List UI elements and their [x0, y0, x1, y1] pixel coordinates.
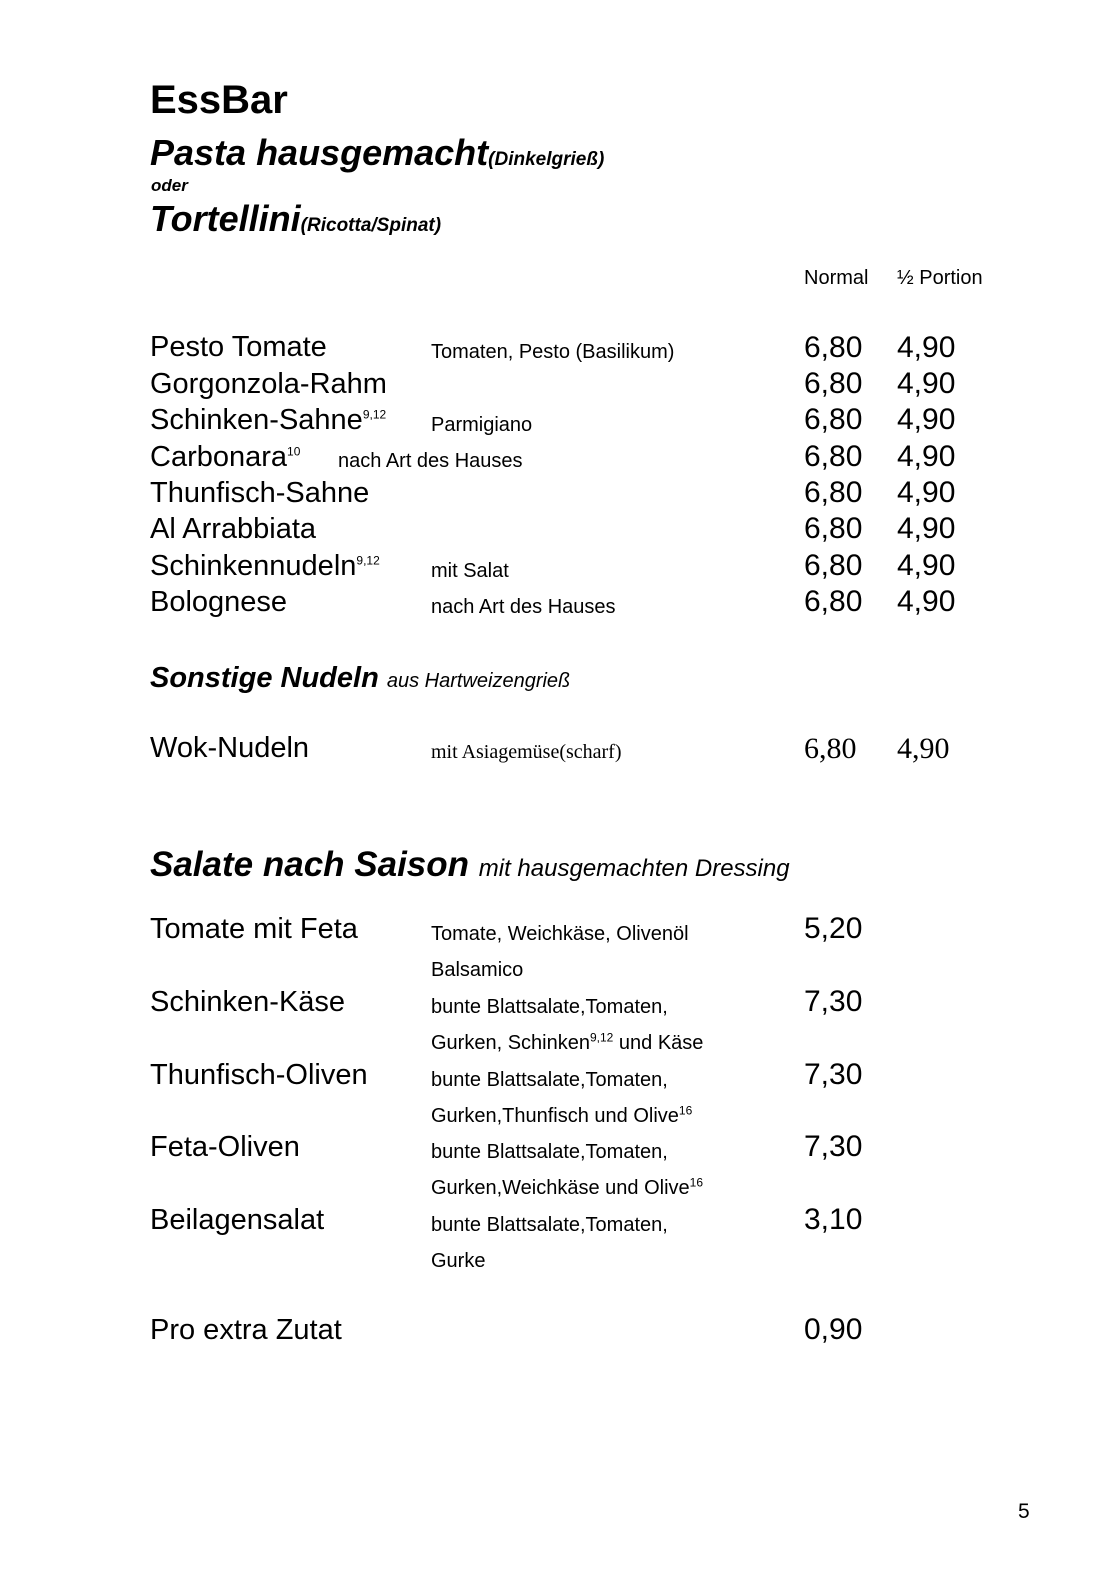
brand-title: EssBar	[150, 78, 288, 122]
pasta-price-normal: 6,80	[804, 367, 863, 400]
pasta-price-half: 4,90	[897, 440, 956, 473]
heading-pasta	[150, 132, 604, 174]
allergen-sup: 9,12	[362, 407, 387, 422]
pasta-desc: mit Salat	[431, 560, 509, 582]
pasta-name: Pesto Tomate	[150, 331, 327, 363]
salad-desc-line1: bunte Blattsalate,Tomaten,	[431, 1141, 668, 1163]
salad-desc-line2: Gurken, Schinken$^{9,12}$ und Käse	[431, 1030, 704, 1054]
pasta-price-normal: 6,80	[804, 331, 863, 364]
pasta-price-half: 4,90	[897, 585, 956, 618]
pasta-name: Carbonara$^{10}$	[150, 441, 301, 473]
salad-name: Beilagensalat	[150, 1204, 325, 1236]
extra-name: Pro extra Zutat	[150, 1314, 342, 1346]
pasta-desc: Parmigiano	[431, 414, 533, 436]
allergen-sup: 9,12	[356, 553, 380, 568]
allergen-sup: 10	[287, 444, 301, 459]
pasta-price-half: 4,90	[897, 331, 956, 364]
pasta-name: Schinken-Sahne$^{9,12}$	[150, 404, 387, 436]
salad-name: Tomate mit Feta	[150, 913, 358, 945]
salad-desc-line2: Balsamico	[431, 959, 524, 981]
heading-tortellini	[150, 198, 441, 240]
pasta-desc: nach Art des Hauses	[338, 450, 523, 472]
pasta-desc: nach Art des Hauses	[431, 596, 616, 618]
pasta-name: Al Arrabbiata	[150, 513, 317, 545]
salad-desc-line1: Tomate, Weichkäse, Olivenöl	[431, 923, 689, 945]
extra-price: 0,90	[804, 1313, 863, 1346]
pasta-name: Thunfisch-Sahne	[150, 477, 370, 509]
pasta-price-normal: 6,80	[804, 512, 863, 545]
section-other-sub: aus Hartweizengrieß	[386, 670, 571, 692]
wok-price-half: 4,90	[897, 732, 950, 765]
pasta-price-normal: 6,80	[804, 476, 863, 509]
salad-price: 7,30	[804, 1058, 863, 1091]
section-salads	[150, 845, 790, 885]
section-salads-title: Salate nach Saison	[150, 845, 470, 884]
pasta-price-half: 4,90	[897, 549, 956, 582]
pasta-desc: Tomaten, Pesto (Basilikum)	[431, 341, 675, 363]
salad-name: Feta-Oliven	[150, 1131, 300, 1163]
salad-price: 7,30	[804, 1130, 863, 1163]
salad-desc-line2: Gurken,Thunfisch und Olive$^{16}$	[431, 1103, 693, 1127]
page-number: 5	[1018, 1500, 1030, 1523]
column-half-header: ½ Portion	[897, 267, 983, 289]
section-salads-sub: mit hausgemachten Dressing	[478, 855, 790, 882]
pasta-price-normal: 6,80	[804, 440, 863, 473]
heading-pasta-title: Pasta hausgemacht	[150, 132, 489, 173]
salad-desc-line2: Gurke	[431, 1250, 486, 1272]
pasta-name: Gorgonzola-Rahm	[150, 368, 387, 400]
pasta-price-half: 4,90	[897, 403, 956, 436]
allergen-sup: 16	[678, 1103, 693, 1118]
heading-tortellini-note: (Ricotta/Spinat)	[300, 215, 442, 236]
salad-desc-line2: Gurken,Weichkäse und Olive$^{16}$	[431, 1175, 704, 1199]
pasta-price-normal: 6,80	[804, 549, 863, 582]
allergen-sup: 16	[689, 1175, 704, 1190]
heading-tortellini-title: Tortellini	[150, 198, 301, 239]
column-normal-header: Normal	[804, 267, 869, 289]
pasta-price-half: 4,90	[897, 512, 956, 545]
wok-price-normal: 6,80	[804, 732, 857, 765]
pasta-price-half: 4,90	[897, 476, 956, 509]
heading-pasta-note: (Dinkelgrieß)	[488, 149, 605, 170]
section-other-noodles	[150, 662, 570, 695]
salad-name: Thunfisch-Oliven	[150, 1059, 368, 1091]
heading-oder: oder	[151, 176, 188, 195]
pasta-name: Bolognese	[150, 586, 288, 618]
salad-price: 5,20	[804, 912, 863, 945]
wok-desc: mit Asiagemüse(scharf)	[431, 741, 622, 763]
section-other-title: Sonstige Nudeln	[150, 662, 379, 694]
salad-name: Schinken-Käse	[150, 986, 346, 1018]
salad-price: 3,10	[804, 1203, 863, 1236]
salad-desc-line1: bunte Blattsalate,Tomaten,	[431, 1214, 668, 1236]
pasta-price-half: 4,90	[897, 367, 956, 400]
allergen-sup: 9,12	[589, 1030, 614, 1045]
pasta-price-normal: 6,80	[804, 403, 863, 436]
salad-desc-line1: bunte Blattsalate,Tomaten,	[431, 996, 668, 1018]
salad-price: 7,30	[804, 985, 863, 1018]
wok-name: Wok-Nudeln	[150, 732, 310, 764]
pasta-price-normal: 6,80	[804, 585, 863, 618]
pasta-name: Schinkennudeln$^{9,12}$	[150, 550, 380, 582]
salad-desc-line1: bunte Blattsalate,Tomaten,	[431, 1069, 668, 1091]
